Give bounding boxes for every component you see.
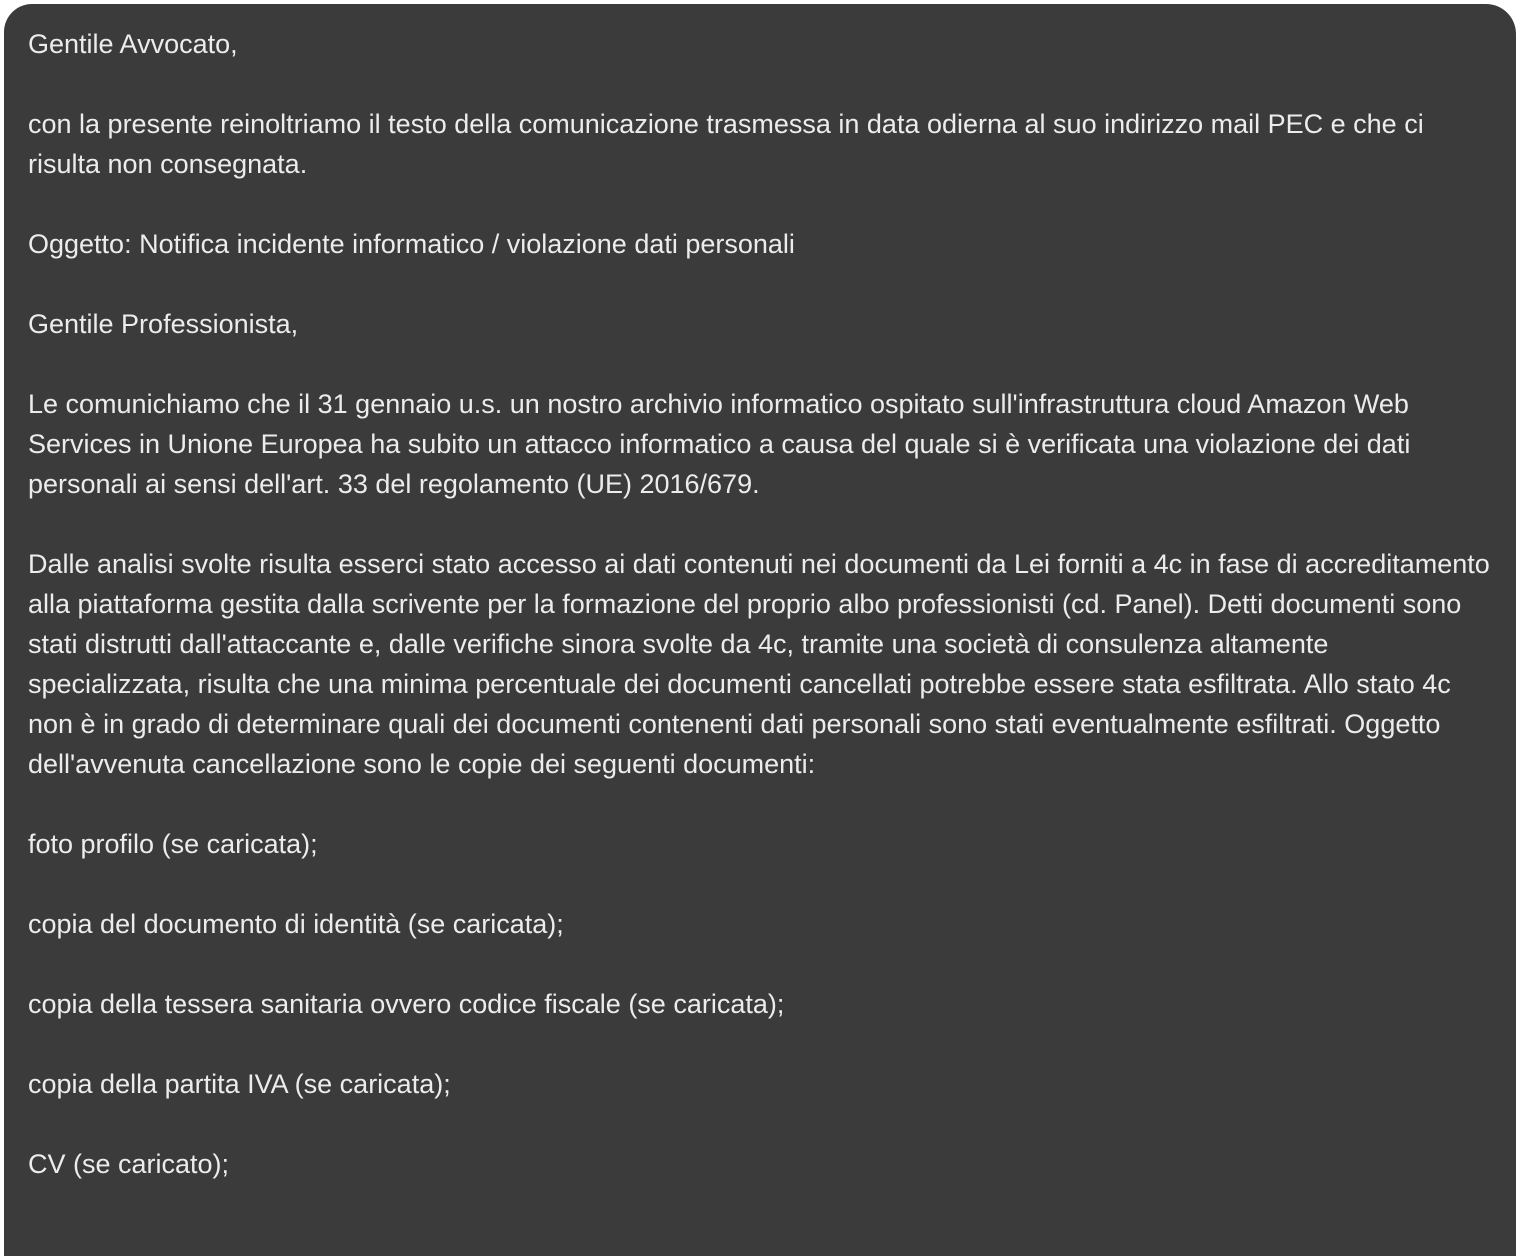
analysis-paragraph: Dalle analisi svolte risulta esserci stato accesso ai dati contenuti nei documenti da Lei forniti a 4c in fase di accreditamento alla piattaforma gestita dalla scrivente per la formazione del proprio albo professionisti (cd. Panel). Detti documenti sono stati distrutti dall'attaccante e, dalle verifiche sinora svolte da 4c, tramite una società di consulenza altamente specializzata, risulta che una minima percentuale dei documenti cancellati potrebbe essere stata esfiltrata. Allo stato 4c non è in grado di determinare quali dei documenti contenenti dati personali sono stati eventualmente esfiltrati. Oggetto dell'avvenuta cancellazione sono le copie dei seguenti documenti:: [28, 549, 1490, 779]
subject-line: Oggetto: Notifica incidente informatico / violazione dati personali: [28, 229, 795, 259]
greeting: Gentile Avvocato,: [28, 29, 238, 59]
list-item: copia della tessera sanitaria ovvero codice fiscale (se caricata);: [28, 989, 785, 1019]
intro-paragraph: con la presente reinoltriamo il testo della comunicazione trasmessa in data odierna al suo indirizzo mail PEC e che ci risulta non consegnata.: [28, 109, 1424, 179]
message-panel: [4, 4, 1516, 1256]
list-item: copia del documento di identità (se caricata);: [28, 909, 564, 939]
message-body: [28, 24, 1492, 1184]
list-item: copia della partita IVA (se caricata);: [28, 1069, 451, 1099]
breach-notice-paragraph: Le comunichiamo che il 31 gennaio u.s. un nostro archivio informatico ospitato sull'infrastruttura cloud Amazon Web Services in Unione Europea ha subito un attacco informatico a causa del quale si è verificata una violazione dei dati personali ai sensi dell'art. 33 del regolamento (UE) 2016/679.: [28, 389, 1411, 499]
list-item: CV (se caricato);: [28, 1149, 230, 1179]
salutation: Gentile Professionista,: [28, 309, 299, 339]
list-item: foto profilo (se caricata);: [28, 829, 318, 859]
